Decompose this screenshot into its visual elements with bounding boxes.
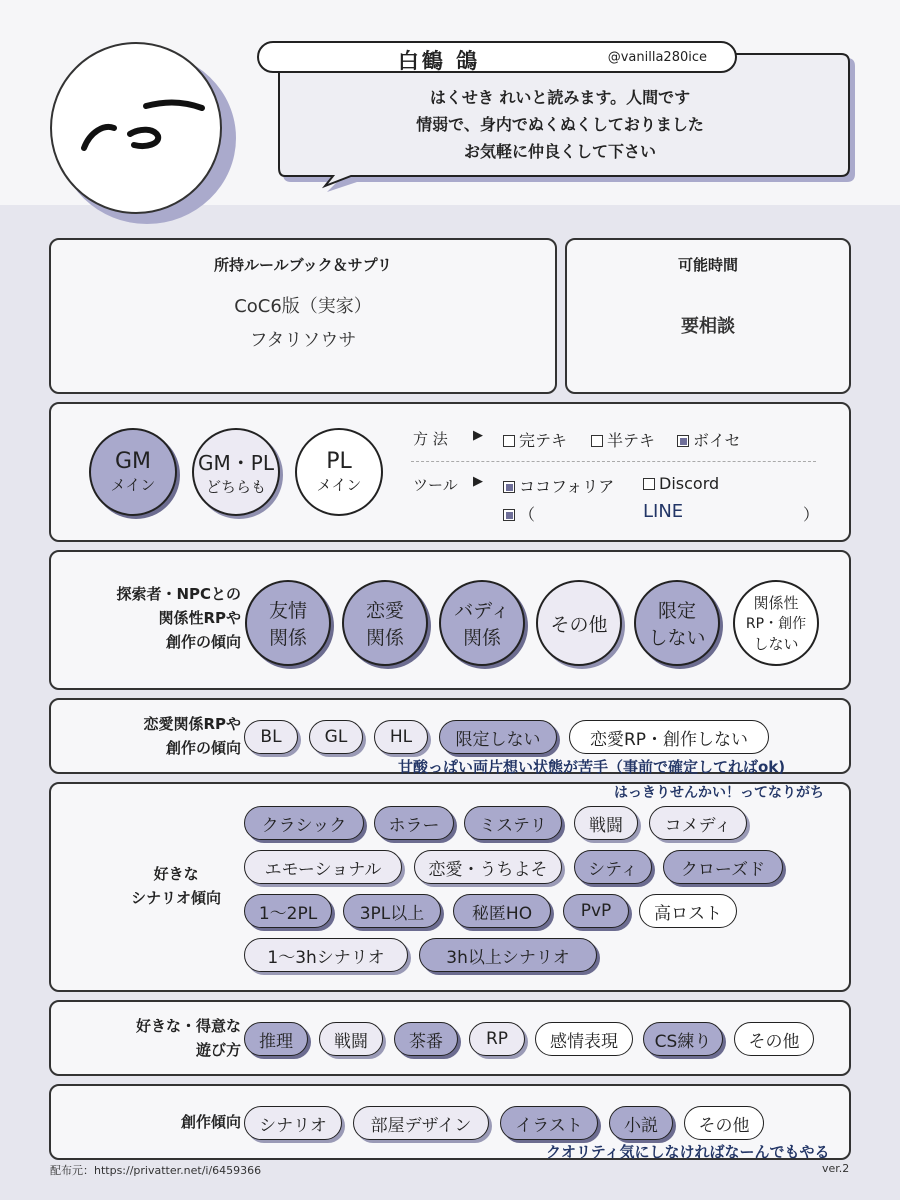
scenario-tag: 秘匿HO (453, 894, 551, 928)
method-option: 半テキ (591, 428, 655, 451)
scenario-tag: 3h以上シナリオ (419, 938, 597, 972)
play-card (49, 1000, 851, 1076)
romance-unlimited: 限定しない (439, 720, 557, 754)
scenario-note: はっきりせんかい！ってなりがち (614, 785, 824, 801)
divider (411, 461, 816, 462)
checkbox-icon (591, 435, 603, 447)
role-line2: どちらも (205, 478, 266, 496)
creation-tag: 小説 (609, 1106, 673, 1140)
scenario-tag: シティ (574, 850, 652, 884)
role-both (192, 428, 280, 516)
relationship-friendship: 友情 関係 (245, 580, 331, 666)
relationship-buddy: バディ 関係 (439, 580, 525, 666)
romance-note: 甘酸っぱい両片想い状態が苦手（事前で確定してればok) (398, 758, 786, 776)
availability-title: 可能時間 (677, 256, 738, 274)
profile-name: 白鶴 鴿 (397, 49, 481, 73)
intro-line: 情弱で、身内でぬくぬくしておりました (416, 115, 704, 134)
checkbox-icon (503, 435, 515, 447)
relationship-label: 探索者・NPCとの 関係性RPや 創作の傾向 (116, 585, 241, 651)
relationship-unlimited: 限定 しない (634, 580, 720, 666)
scenario-tag: PvP (563, 894, 629, 928)
role-line2: メイン (316, 476, 362, 494)
scenario-tag: ホラー (374, 806, 454, 840)
rulebooks-card (49, 238, 557, 394)
play-tag: 茶番 (394, 1022, 458, 1056)
scenario-tag: コメディ (649, 806, 747, 840)
tool-other-option: （ (503, 502, 535, 525)
play-tag: 推理 (244, 1022, 308, 1056)
method-label: 方 法 (413, 430, 448, 448)
footer-version: ver.2 (822, 1162, 850, 1175)
checkbox-checked-icon (677, 435, 689, 447)
creation-note: クオリティ気にしなければなーんでもやる (546, 1143, 830, 1161)
avatar (50, 42, 222, 214)
tool-other-value: LINE (643, 501, 684, 522)
availability-value: 要相談 (681, 316, 735, 337)
scenario-label: 好きな シナリオ傾向 (131, 865, 221, 907)
method-option: 完テキ (503, 428, 567, 451)
method-option: ボイセ (677, 428, 741, 451)
checkbox-icon (643, 478, 655, 490)
scenario-card (49, 782, 851, 992)
scenario-tag: ミステリ (464, 806, 562, 840)
arrow-icon: ▶ (473, 474, 483, 489)
rulebooks-title: 所持ルールブック＆サプリ (213, 256, 393, 274)
role-line1: GM・PL (198, 451, 274, 475)
checkbox-checked-icon (503, 509, 515, 521)
avatar-doodle-icon (52, 44, 220, 212)
intro-line: はくせき れいと読みます。人間です (429, 88, 691, 107)
tool-option: ココフォリア (503, 474, 614, 497)
scenario-tag: 恋愛・うちよそ (414, 850, 562, 884)
scenario-tag: クローズド (663, 850, 783, 884)
relationship-romance: 恋愛 関係 (342, 580, 428, 666)
scenario-tag: 戦闘 (574, 806, 638, 840)
rulebook-item: CoC6版（実家） (234, 296, 372, 317)
profile-handle: @vanilla280ice (607, 50, 707, 65)
scenario-tag: 3PL以上 (343, 894, 441, 928)
play-tag: 感情表現 (535, 1022, 633, 1056)
creation-label: 創作傾向 (180, 1113, 241, 1131)
role-line1: PL (326, 449, 352, 474)
scenario-tag: エモーショナル (244, 850, 402, 884)
role-pl-main (295, 428, 383, 516)
role-gm-main (89, 428, 177, 516)
romance-label: 恋愛関係RPや 創作の傾向 (143, 715, 241, 757)
creation-tag: シナリオ (244, 1106, 342, 1140)
romance-bl: BL (244, 720, 298, 754)
profile-intro (282, 84, 838, 165)
creation-tag: その他 (684, 1106, 764, 1140)
relationship-other: その他 (536, 580, 622, 666)
play-tag: 戦闘 (319, 1022, 383, 1056)
tool-option: Discord (643, 474, 719, 493)
romance-gl: GL (309, 720, 363, 754)
creation-tag: 部屋デザイン (353, 1106, 489, 1140)
romance-hl: HL (374, 720, 428, 754)
scenario-tag: 高ロスト (639, 894, 737, 928)
relationship-card (49, 550, 851, 690)
play-label: 好きな・得意な 遊び方 (135, 1017, 241, 1059)
arrow-icon: ▶ (473, 428, 483, 443)
footer-source: 配布元：https://privatter.net/i/6459366 (50, 1164, 262, 1177)
creation-tag: イラスト (500, 1106, 598, 1140)
availability-card (565, 238, 851, 394)
scenario-tag: クラシック (244, 806, 364, 840)
relationship-none: 関係性 RP・創作 しない (733, 580, 819, 666)
scenario-tag: 1〜2PL (244, 894, 332, 928)
play-tag: その他 (734, 1022, 814, 1056)
tool-other-close: ） (803, 505, 820, 524)
role-line2: メイン (110, 476, 156, 494)
romance-none: 恋愛RP・創作しない (569, 720, 769, 754)
rulebook-item: フタリソウサ (249, 330, 357, 351)
play-tag: RP (469, 1022, 525, 1056)
play-tag: CS練り (643, 1022, 723, 1056)
scenario-tag: 1〜3hシナリオ (244, 938, 408, 972)
name-tag (257, 41, 737, 73)
checkbox-checked-icon (503, 481, 515, 493)
tool-label: ツール (413, 476, 458, 494)
role-line1: GM (114, 449, 152, 474)
intro-line: お気軽に仲良くして下さい (463, 142, 656, 161)
role-card (49, 402, 851, 542)
